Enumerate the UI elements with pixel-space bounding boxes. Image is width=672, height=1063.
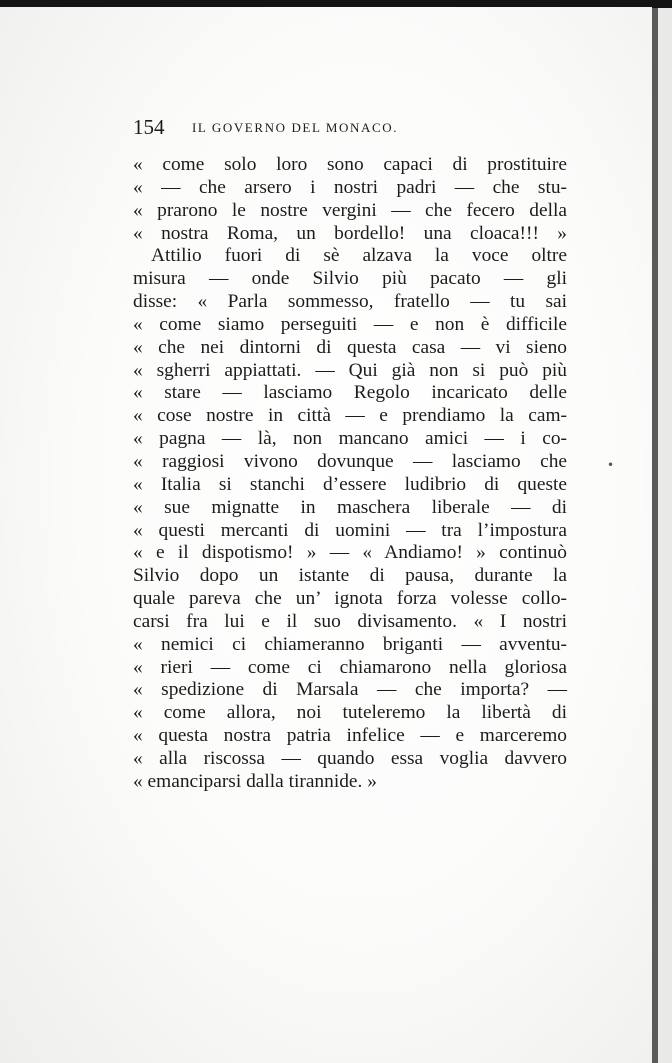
text-line: « nostra Roma, un bordello! una cloaca!!! » [133,222,567,244]
body-text [133,154,567,794]
text-line: « raggiosi vivono dovunque — lasciamo che [133,450,567,472]
text-line: « sue mignatte in maschera liberale — di [133,496,567,518]
text-line: Silvio dopo un istante di pausa, durante la [133,565,567,587]
text-line: « prarono le nostre vergini — che fecero della [133,199,567,221]
text-line: « alla riscossa — quando essa voglia davvero [133,747,567,769]
page-number: 154 [133,115,165,139]
text-line: « cose nostre in città — e prendiamo la cam- [133,405,567,427]
text-line: « rieri — come ci chiamarono nella gloriosa [133,656,567,678]
text-line: Attilio fuori di sè alzava la voce oltre [151,245,567,267]
text-line: « che nei dintorni di questa casa — vi sieno [133,336,567,358]
text-line: « questi mercanti di uomini — tra l’impostura [133,519,567,541]
text-line: « spedizione di Marsala — che importa? — [133,679,567,701]
text-line: « Italia si stanchi d’essere ludibrio di queste [133,473,567,495]
page-edge-margin [658,8,672,1063]
text-line: disse: « Parla sommesso, fratello — tu sai [133,291,567,313]
text-line: « come solo loro sono capaci di prostituire [133,154,567,175]
text-line: « come allora, noi tuteleremo la libertà di [133,702,567,724]
text-line: « stare — lasciamo Regolo incaricato delle [133,382,567,404]
text-line: « emanciparsi dalla tirannide. » [133,770,377,792]
text-line: « sgherri appiattati. — Qui già non si può più [133,359,567,381]
running-head [133,114,573,140]
text-line: « nemici ci chiameranno briganti — avventu- [133,633,567,655]
text-line: « e il dispotismo! » — « Andiamo! » continuò [133,542,567,564]
text-line: quale pareva che un’ ignota forza volesse collo- [133,588,567,610]
text-line: « — che arsero i nostri padri — che stu- [133,176,567,198]
text-line: « pagna — là, non mancano amici — i co- [133,428,567,450]
text-line: misura — onde Silvio più pacato — gli [133,268,567,290]
text-line: carsi fra lui e il suo divisamento. « I nostri [133,610,567,632]
text-line: « come siamo perseguiti — e non è difficile [133,313,567,335]
text-line: « questa nostra patria infelice — e marceremo [133,725,567,747]
ink-speck: • [607,458,615,472]
running-title: IL GOVERNO DEL MONACO. [192,120,399,135]
